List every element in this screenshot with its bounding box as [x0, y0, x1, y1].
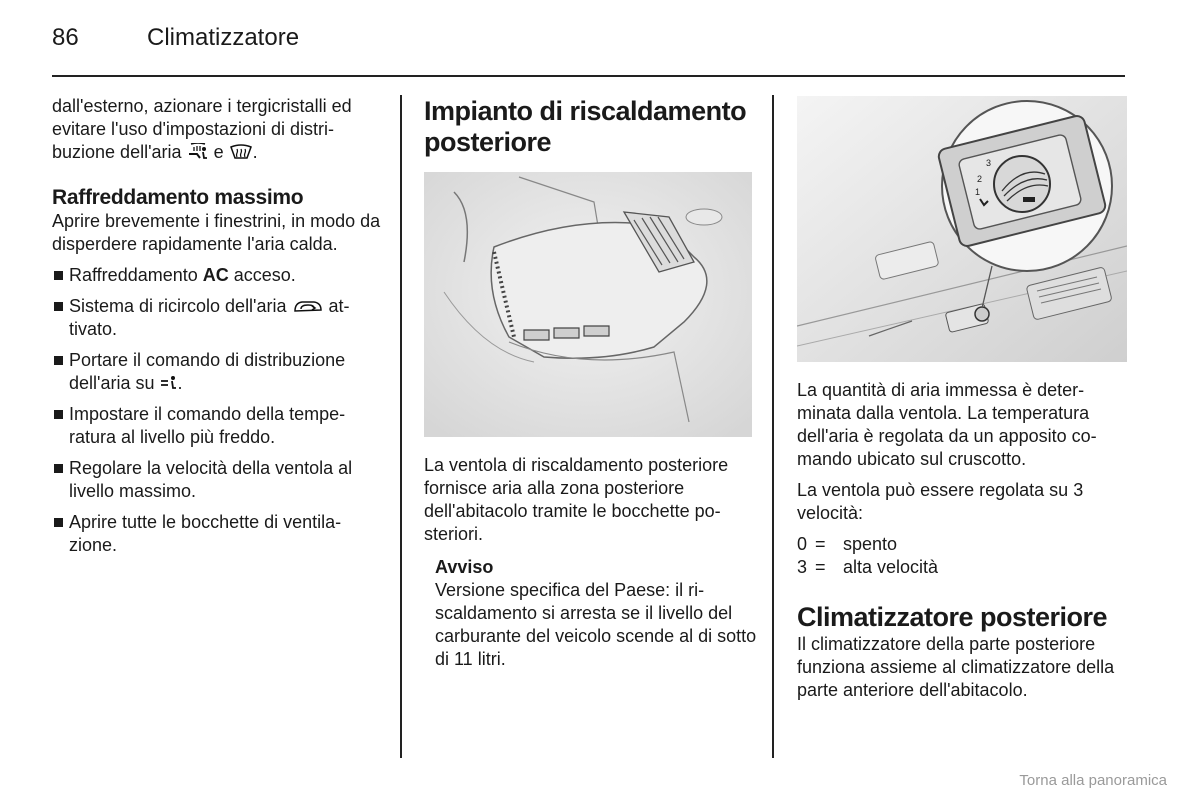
dial-label-3: 3 [986, 158, 992, 168]
dial-label-1: 1 [975, 187, 981, 197]
list-item: Aprire tutte le bocchette di ventilazione. [52, 511, 382, 557]
paragraph: La quantità di aria immessa è determinata dalla ventola. La temperatura dell'aria è regolata da un apposito comando ubicato sul cruscotto. [797, 380, 1097, 469]
section-heading: Impianto di riscaldamento posteriore [424, 96, 747, 157]
windscreen-feet-airflow-icon [187, 143, 209, 160]
notice-text: Versione specifica del Paese: il riscaldamento si arresta se il livello del carburante del veicolo scende al di sotto di 11 litri. [435, 580, 757, 669]
speed-eq: = [815, 534, 826, 554]
speed-eq: = [815, 557, 826, 577]
list-item: Regolare la velocità della ventola al livello massimo. [52, 457, 382, 503]
list-item: Sistema di ricircolo dell'aria attivato. [52, 295, 382, 341]
dial-label-2: 2 [977, 174, 983, 184]
column-left [52, 95, 382, 565]
column-divider [400, 95, 402, 758]
speed-desc: alta velocità [843, 557, 939, 577]
speed-value: 3 [797, 557, 808, 577]
paragraph: La ventola di riscaldamento posteriore fornisce aria alla zona posteriore dell'abitacolo tramite le bocchette posteriori. [424, 455, 729, 544]
defrost-icon [229, 143, 253, 160]
instruction-list [52, 264, 382, 557]
header-rule [52, 75, 1125, 77]
intro-paragraph: dall'esterno, azionare i tergicristalli ed evitare l'uso d'impostazioni di distribuzione dell'aria e . [52, 96, 352, 162]
speed-value: 0 [797, 534, 808, 554]
column-divider [772, 95, 774, 758]
list-item: Raffreddamento AC acceso. [52, 264, 382, 287]
list-item: Impostare il comando della temperatura al livello più freddo. [52, 403, 382, 449]
page-number: 86 [52, 24, 79, 51]
paragraph: Aprire brevemente i finestrini, in modo da disperdere rapidamente l'aria calda. [52, 211, 381, 254]
fan-control-illustration [797, 96, 1127, 362]
speed-table [797, 533, 1132, 579]
paragraph: Il climatizzatore della parte posteriore funziona assieme al climatizzatore della parte anteriore dell'abitacolo. [797, 634, 1115, 700]
section-heading: Climatizzatore posteriore [797, 602, 1108, 632]
section-heading: Raffreddamento massimo [52, 186, 304, 209]
list-item: Portare il comando di distribuzione dell'aria su . [52, 349, 382, 395]
notice-box [435, 556, 759, 671]
column-right [797, 96, 1132, 710]
column-middle [424, 96, 759, 671]
speed-desc: spento [843, 534, 898, 554]
back-to-overview-link[interactable]: Torna alla panoramica [1019, 772, 1167, 789]
page-title: Climatizzatore [147, 24, 300, 51]
paragraph: La ventola può essere regolata su 3 velocità: [797, 480, 1084, 523]
face-airflow-icon [160, 375, 178, 391]
recirculation-icon [292, 298, 324, 314]
notice-title: Avviso [435, 557, 494, 577]
rear-heater-illustration [424, 172, 752, 437]
